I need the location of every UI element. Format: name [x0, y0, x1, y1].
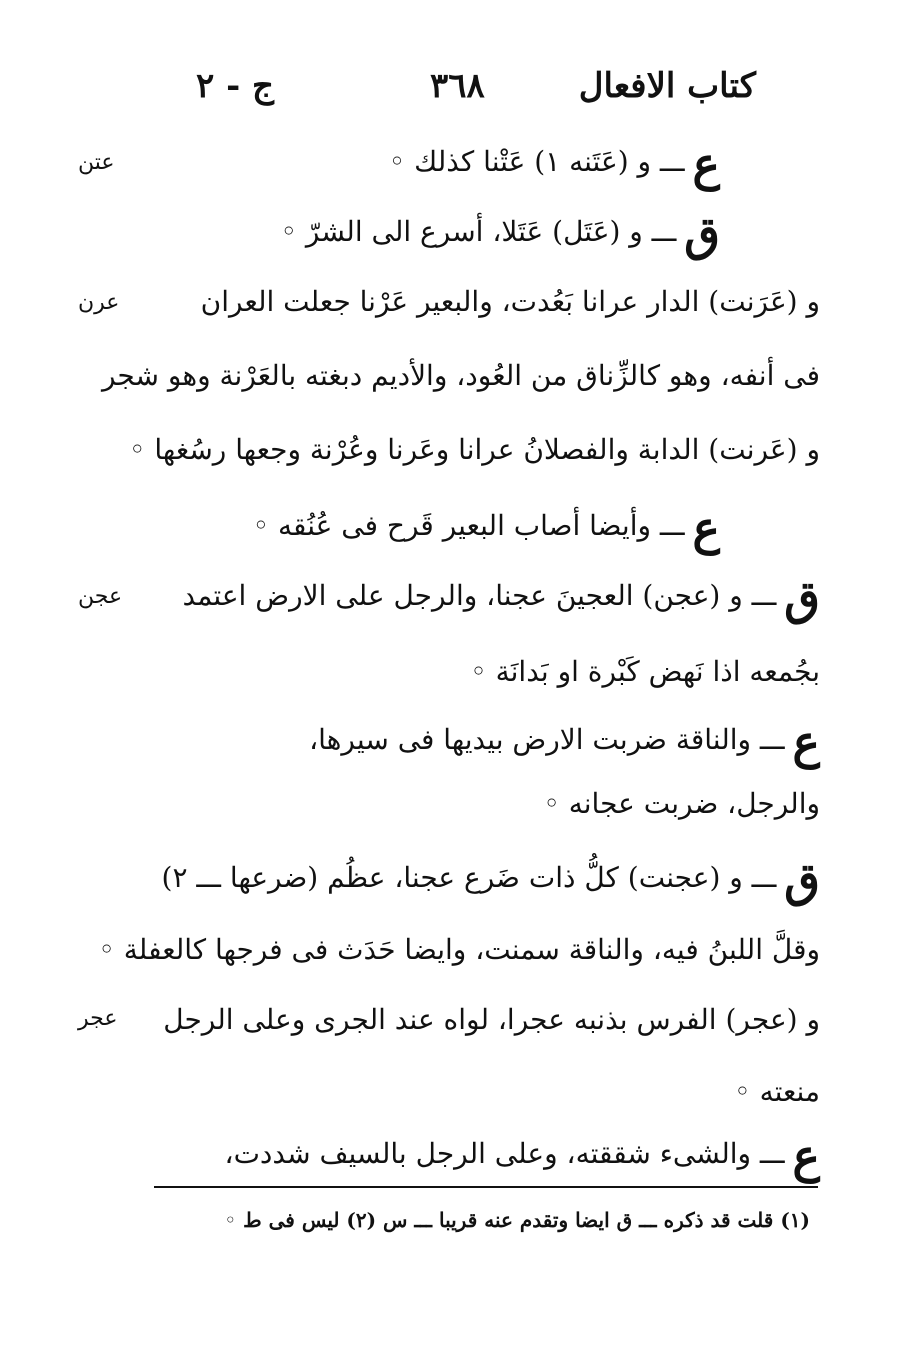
text-line: [129, 430, 820, 470]
line-text: ـــ و (عجنت) كلُّ ذات ضَرع عجنا، عظُم (ضرعها ـــ ٢): [161, 861, 777, 894]
text-line: [201, 282, 820, 322]
line-text: ـــ والناقة ضربت الارض بيديها فى سيرها،: [309, 723, 785, 756]
entry-letter: ع: [692, 136, 720, 191]
line-text: والرجل، ضربت عجانه ◦: [543, 787, 820, 820]
entry-letter: ق: [784, 570, 820, 625]
text-line: [98, 930, 820, 970]
text-line: [543, 784, 820, 824]
line-text: ـــ و (عَتَنه ١) عَتْنا كذلك ◦: [388, 145, 685, 178]
entry-letter: ق: [784, 852, 820, 907]
text-line: [470, 652, 820, 692]
margin-note: عجر: [78, 1006, 118, 1031]
text-line: [734, 1072, 820, 1112]
margin-note: عتن: [78, 150, 115, 175]
page-number: ٣٦٨: [430, 66, 485, 106]
entry-letter: ع: [692, 500, 720, 555]
text-line: [163, 1000, 820, 1040]
entry-letter: ع: [792, 714, 820, 769]
text-line: [182, 570, 821, 625]
line-text: ـــ وأيضا أصاب البعير قَرح فى عُنُقه ◦: [252, 509, 685, 542]
volume-label: ج - ٢: [196, 66, 274, 106]
line-text: فى أنفه، وهو كالزِّناق من العُود، والأديم دبغته بالعَرْنة وهو شجر: [101, 359, 820, 392]
text-line: [224, 1128, 820, 1183]
margin-note: عرن: [78, 290, 120, 315]
text-line: [161, 852, 820, 907]
line-text: بجُمعه اذا نَهض كَبْرة او بَدانَة ◦: [470, 655, 820, 688]
entry-letter: ع: [792, 1128, 820, 1183]
entry-letter: ق: [684, 206, 720, 261]
line-text: منعته ◦: [734, 1075, 820, 1108]
margin-note: عجن: [78, 584, 123, 609]
line-text: ـــ و (عَتَل) عَتَلا، أسرع الى الشرّ ◦: [280, 215, 677, 248]
line-text: و (عَرنت) الدابة والفصلانُ عرانا وعَرنا وعُرْنة وجعها رسُغها ◦: [128, 433, 820, 466]
line-text: وقلَّ اللبنُ فيه، والناقة سمنت، وايضا حَدَث فى فرجها كالعفلة ◦: [98, 933, 820, 966]
footnote-divider: [154, 1186, 818, 1188]
line-text: و (عَرَنت) الدار عرانا بَعُدت، والبعير عَرْنا جعلت العران: [200, 285, 820, 318]
text-line: [309, 714, 820, 769]
text-line: [280, 206, 720, 261]
book-title: كتاب الافعال: [578, 66, 756, 106]
text-line: [252, 500, 720, 555]
line-text: و (عجر) الفرس بذنبه عجرا، لواه عند الجرى وعلى الرجل: [163, 1003, 820, 1036]
footnote: (١) قلت قد ذكره ـــ ق ايضا وتقدم عنه قريبا ـــ س (٢) ليس فى ط ◦: [224, 1208, 810, 1232]
text-line: [388, 136, 720, 191]
line-text: ـــ و (عجن) العجينَ عجنا، والرجل على الارض اعتمد: [182, 579, 777, 612]
text-line: [102, 356, 820, 396]
line-text: ـــ والشىء شققته، وعلى الرجل بالسيف شددت،: [224, 1137, 785, 1170]
